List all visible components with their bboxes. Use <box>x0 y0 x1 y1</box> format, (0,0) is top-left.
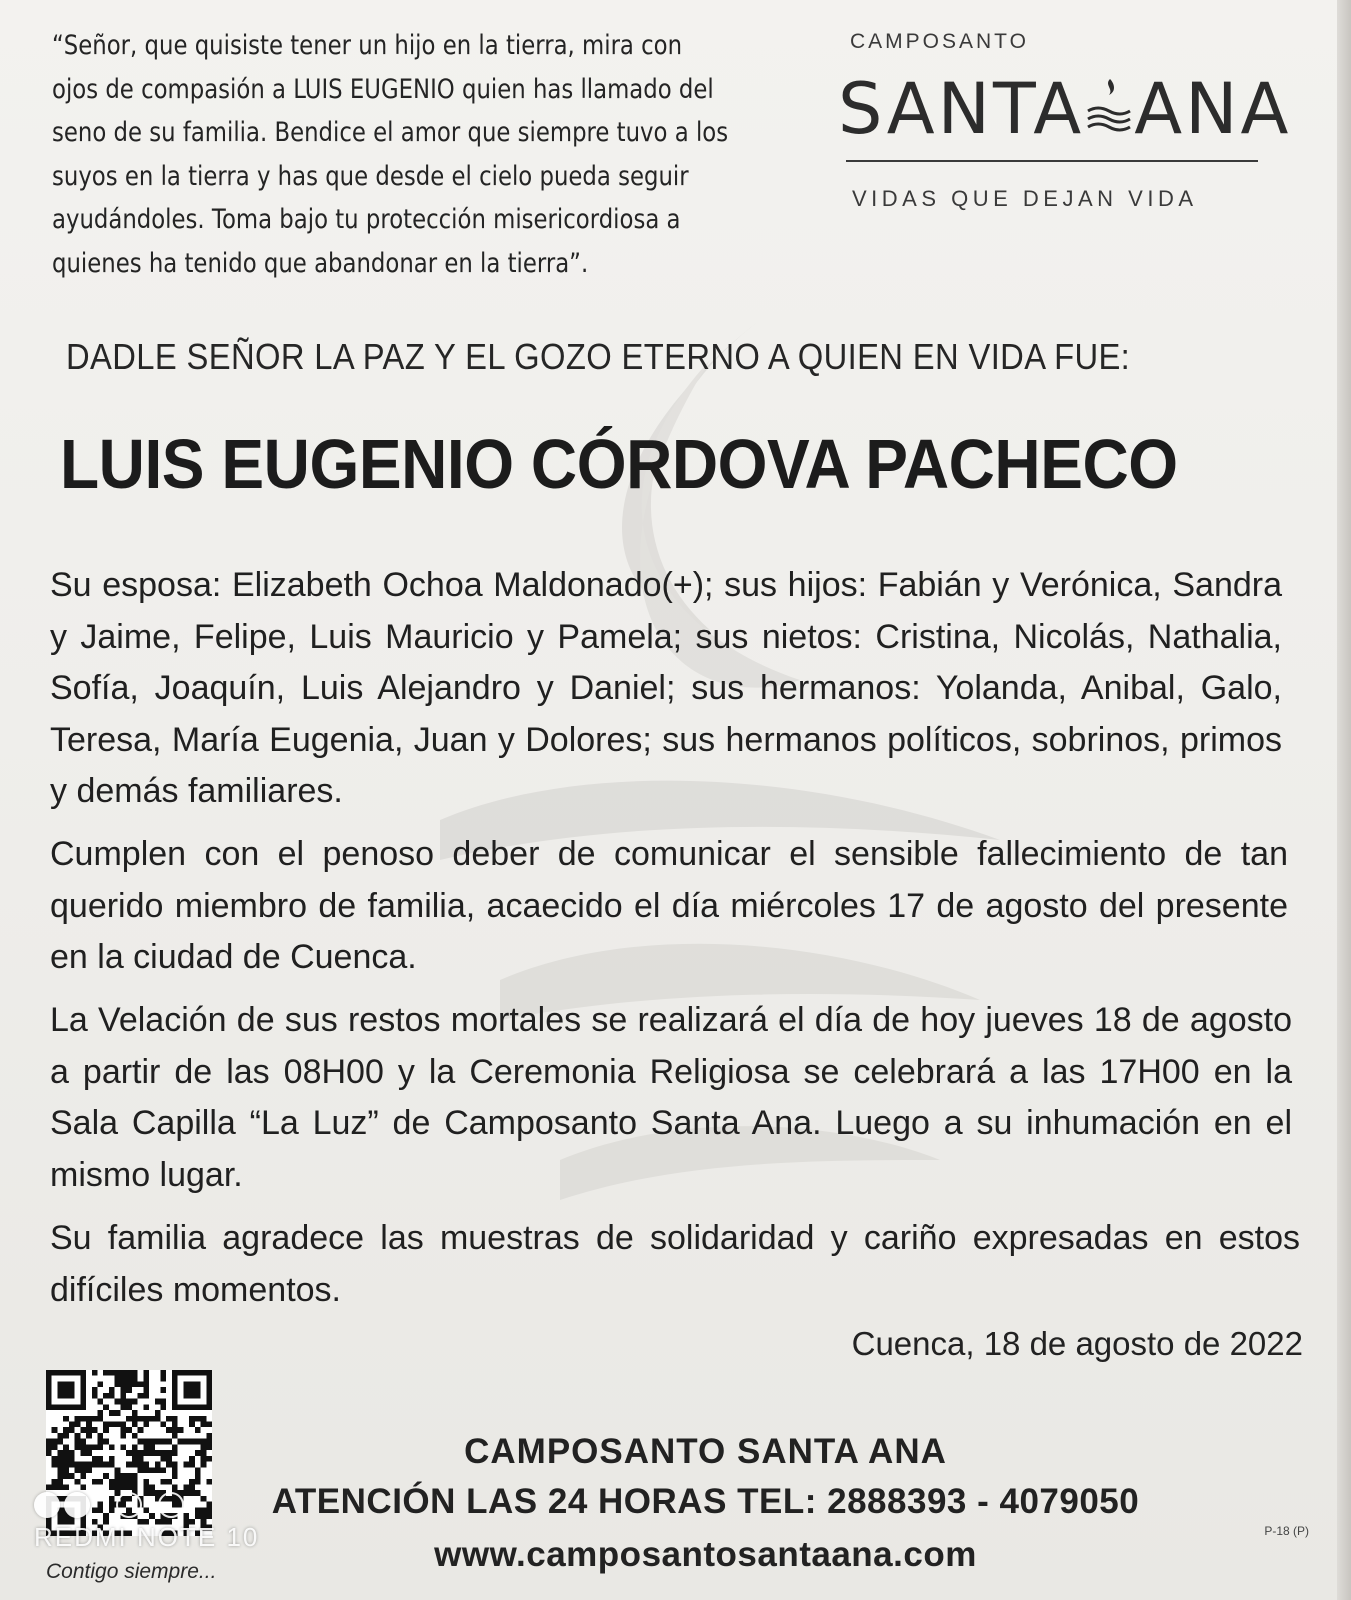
prayer-line: ojos de compasión a LUIS EUGENIO quien has llamado del <box>52 73 714 105</box>
prayer-line: “Señor, que quisiste tener un hijo en la tierra, mira con <box>52 30 683 61</box>
footer-org-name: CAMPOSANTO SANTA ANA <box>464 1432 947 1471</box>
prayer-line: quienes ha tenido que abandonar en la tierra”. <box>52 247 589 279</box>
camposanto-logo <box>838 24 1292 224</box>
dateline: Cuenca, 18 de agosto de 2022 <box>851 1325 1303 1362</box>
prayer-line: seno de su familia. Bendice el amor que siempre tuvo a los <box>52 117 729 148</box>
announcement-paragraph: Cumplen con el penoso deber de comunicar el sensible fallecimiento de tan querido miembro de familia, acaecido el día miércoles 17 de agosto del presente en la ciudad de Cuenca. <box>50 835 1288 976</box>
prayer-line: ayudándoles. Toma bajo tu protección misericordiosa a <box>52 204 681 235</box>
footer-website: www.camposantosantaana.com <box>434 1535 977 1574</box>
camera-dot <box>34 1492 60 1518</box>
camera-watermark: REDMI NOTE 10 <box>34 1522 260 1552</box>
family-paragraph: Su esposa: Elizabeth Ochoa Maldonado(+); sus hijos: Fabián y Verónica, Sandra y Jaime, Felipe, Luis Mauricio y Pamela; sus nietos: Cristina, Nicolás, Nathalia, Sofía, Joaquín, Luis Alejandro y Daniel; sus hermanos: Yolanda, Anibal, Galo, Teresa, María Eugenia, Juan y Dolores; sus hermanos políticos, sobrinos, primos y demás familiares. <box>50 566 1282 810</box>
logo-word-ana: ANA <box>1134 68 1292 150</box>
print-code: P-18 (P) <box>1264 1524 1309 1538</box>
footer-phone: ATENCIÓN LAS 24 HORAS TEL: 2888393 - 4079050 <box>271 1482 1140 1521</box>
qr-caption: Contigo siempre... <box>46 1560 217 1583</box>
deceased-name: LUIS EUGENIO CÓRDOVA PACHECO <box>60 425 1178 503</box>
logo-tagline: VIDAS QUE DEJAN VIDA <box>852 186 1198 211</box>
gratitude-paragraph: Su familia agradece las muestras de solidaridad y cariño expresadas en estos difíciles momentos. <box>50 1219 1300 1309</box>
logo-divider <box>846 160 1258 162</box>
prayer-text <box>52 24 826 285</box>
flame-wave-icon <box>1084 70 1134 130</box>
prayer-line: suyos en la tierra y has que desde el cielo pueda seguir <box>52 160 689 192</box>
invocation-heading: DADLE SEÑOR LA PAZ Y EL GOZO ETERNO A QUIEN EN VIDA FUE: <box>66 336 1131 377</box>
paper-edge <box>1337 0 1351 1600</box>
logo-word-santa: SANTA <box>838 68 1085 150</box>
camera-ring <box>116 1492 142 1518</box>
logo-supertitle: CAMPOSANTO <box>850 30 1029 53</box>
camera-ring <box>158 1492 184 1518</box>
camera-dots-icon <box>34 1490 214 1520</box>
camera-dot <box>64 1492 90 1518</box>
ceremony-paragraph: La Velación de sus restos mortales se realizará el día de hoy jueves 18 de agosto a partir de las 08H00 y la Ceremonia Religiosa se celebrará a las 17H00 en la Sala Capilla “La Luz” de Camposanto Santa Ana. Luego a su inhumación en el mismo lugar. <box>50 1001 1292 1194</box>
logo-wordmark <box>838 68 1291 150</box>
